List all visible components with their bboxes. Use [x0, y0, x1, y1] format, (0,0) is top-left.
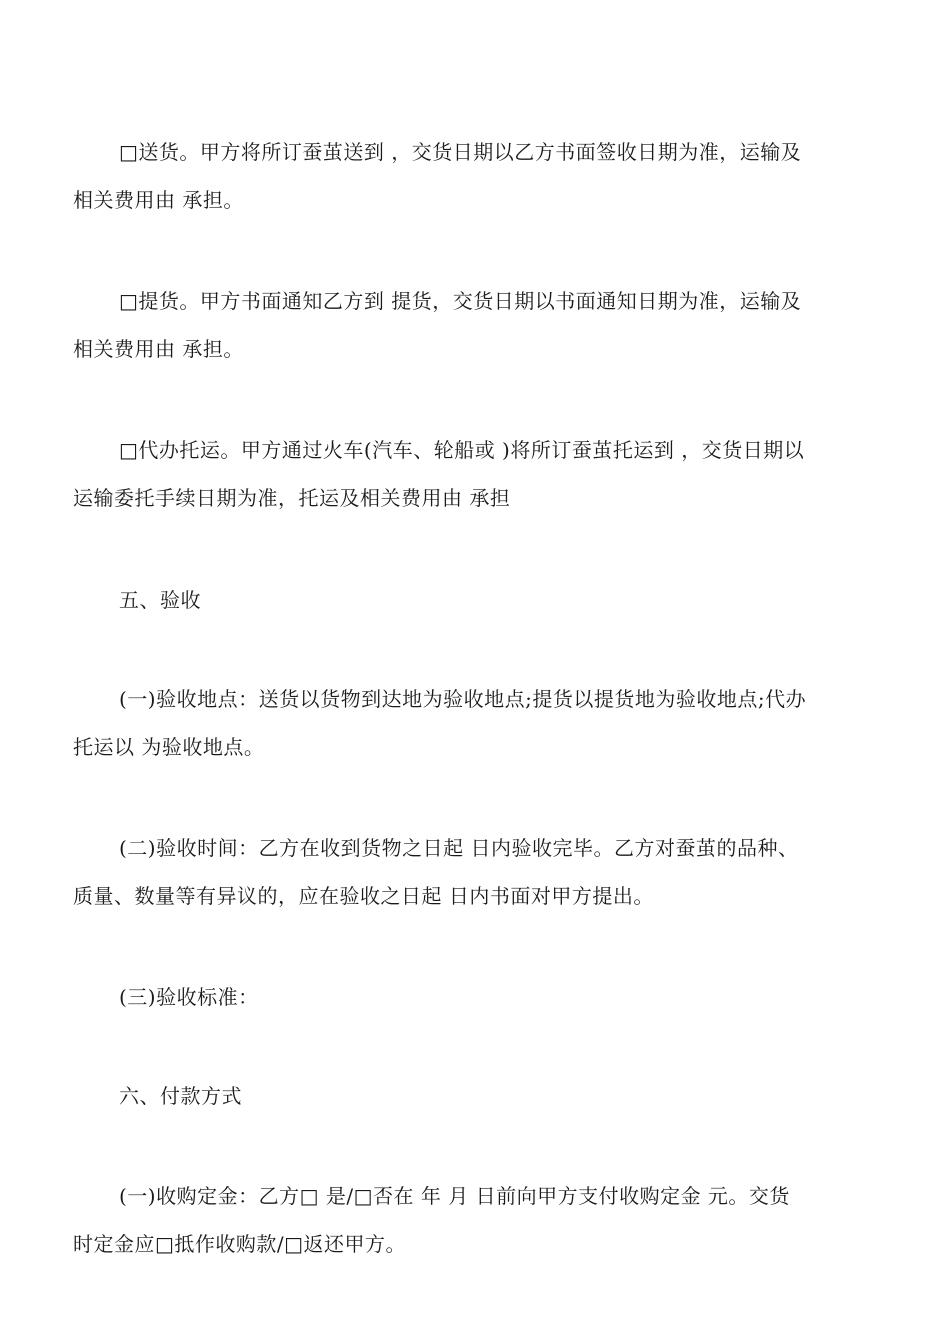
- paragraph-line: 运输委托手续日期为准，托运及相关费用由 承担: [73, 486, 511, 510]
- paragraph-line: (三)验收标准：: [119, 985, 259, 1009]
- heading-line: 六、付款方式: [119, 1084, 242, 1108]
- paragraph-line: 质量、数量等有异议的，应在验收之日起 日内书面对甲方提出。: [73, 884, 654, 908]
- paragraph-delivery: [73, 128, 879, 224]
- section-heading-payment: [73, 1072, 879, 1120]
- paragraph-pickup: [73, 277, 879, 373]
- heading-line: 五、验收: [119, 588, 201, 612]
- paragraph-line: □代办托运。甲方通过火车(汽车、轮船或 )将所订蚕茧托运到 ，交货日期以: [119, 438, 805, 462]
- paragraph-line: (二)验收时间：乙方在收到货物之日起 日内验收完毕。乙方对蚕茧的品种、: [119, 836, 799, 860]
- paragraph-line: 相关费用由 承担。: [73, 188, 244, 212]
- paragraph-acceptance-standard: [73, 973, 879, 1021]
- paragraph-line: 相关费用由 承担。: [73, 337, 244, 361]
- paragraph-line: □提货。甲方书面通知乙方到 提货，交货日期以书面通知日期为准，运输及: [119, 289, 802, 313]
- paragraph-consignment: [73, 426, 879, 522]
- section-heading-acceptance: [73, 576, 879, 624]
- paragraph-acceptance-location: [73, 675, 879, 771]
- paragraph-line: 时定金应□抵作收购款/□返还甲方。: [73, 1232, 407, 1256]
- paragraph-acceptance-time: [73, 824, 879, 920]
- paragraph-line: (一)验收地点：送货以货物到达地为验收地点;提货以提货地为验收地点;代办: [119, 687, 807, 711]
- paragraph-line: (一)收购定金：乙方□ 是/□否在 年 月 日前向甲方支付收购定金 元。交货: [119, 1184, 790, 1208]
- paragraph-line: □送货。甲方将所订蚕茧送到 ，交货日期以乙方书面签收日期为准，运输及: [119, 140, 802, 164]
- paragraph-line: 托运以 为验收地点。: [73, 735, 265, 759]
- paragraph-deposit: [73, 1172, 879, 1268]
